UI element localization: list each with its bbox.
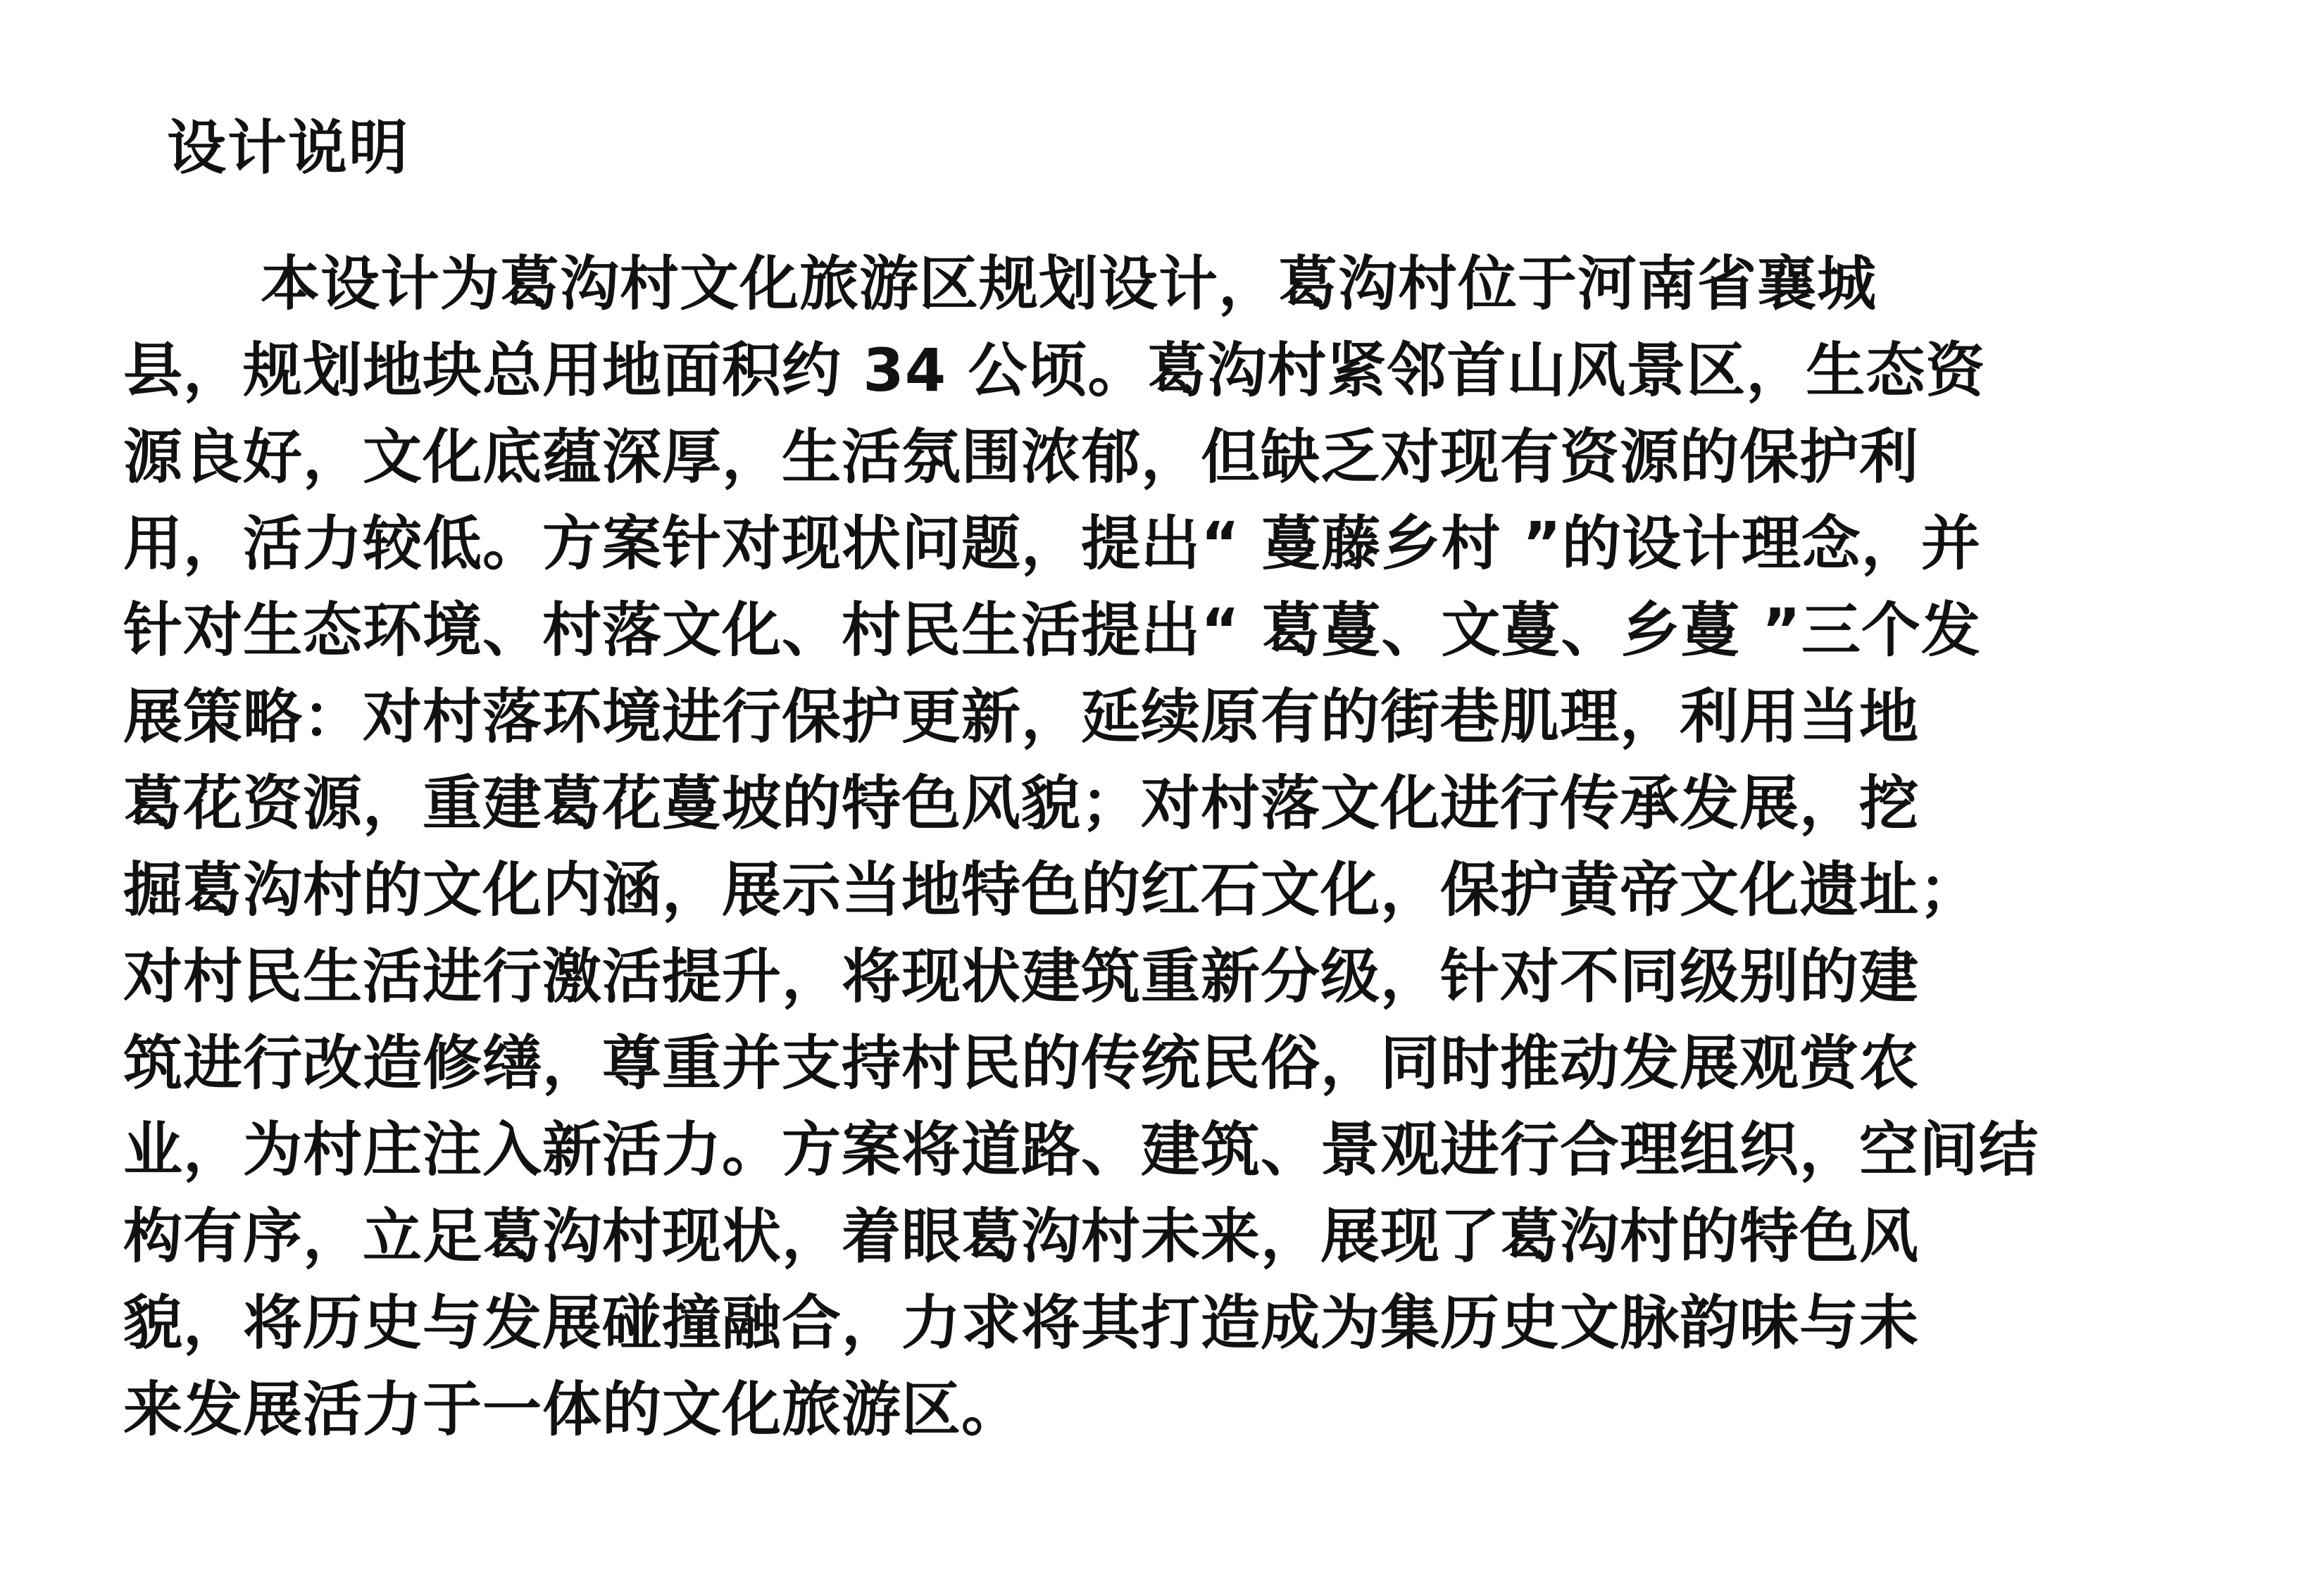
paragraph-line: 来发展活力于一体的文化旅游区。 [123,1375,1022,1444]
paragraph-line: 貌，将历史与发展碰撞融合，力求将其打造成为集历史文脉韵味与未 [123,1288,1920,1357]
paragraph-line: 掘葛沟村的文化内涵，展示当地特色的红石文化，保护黄帝文化遗址； [123,855,1980,924]
document-body [123,241,2236,1453]
paragraph-line: 针对生态环境、村落文化、村民生活提出“ 葛蔓、文蔓、乡蔓 ”三个发 [123,596,1981,665]
paragraph-line: 源良好，文化底蕴深厚，生活氛围浓郁，但缺乏对现有资源的保护利 [123,422,1920,491]
paragraph-line: 构有序，立足葛沟村现状，着眼葛沟村未来，展现了葛沟村的特色风 [123,1202,1920,1271]
paragraph-line: 展策略：对村落环境进行保护更新，延续原有的街巷肌理，利用当地 [123,682,1920,751]
paragraph-line: 对村民生活进行激活提升，将现状建筑重新分级，针对不同级别的建 [123,942,1920,1011]
document-title: 设计说明 [167,113,410,182]
paragraph-line: 葛花资源，重建葛花蔓坡的特色风貌；对村落文化进行传承发展，挖 [123,769,1920,838]
paragraph-line: 筑进行改造修缮，尊重并支持村民的传统民俗，同时推动发展观赏农 [123,1029,1920,1098]
paragraph-line: 业，为村庄注入新活力。方案将道路、建筑、景观进行合理组织，空间结 [123,1115,2039,1184]
paragraph-line: 本设计为葛沟村文化旅游区规划设计，葛沟村位于河南省襄城 [261,249,1877,318]
paragraph-line: 用，活力较低。方案针对现状问题，提出“ 蔓藤乡村 ”的设计理念，并 [123,509,1981,578]
paragraph-line: 县，规划地块总用地面积约 34 公顷。葛沟村紧邻首山风景区，生态资 [123,336,1986,405]
